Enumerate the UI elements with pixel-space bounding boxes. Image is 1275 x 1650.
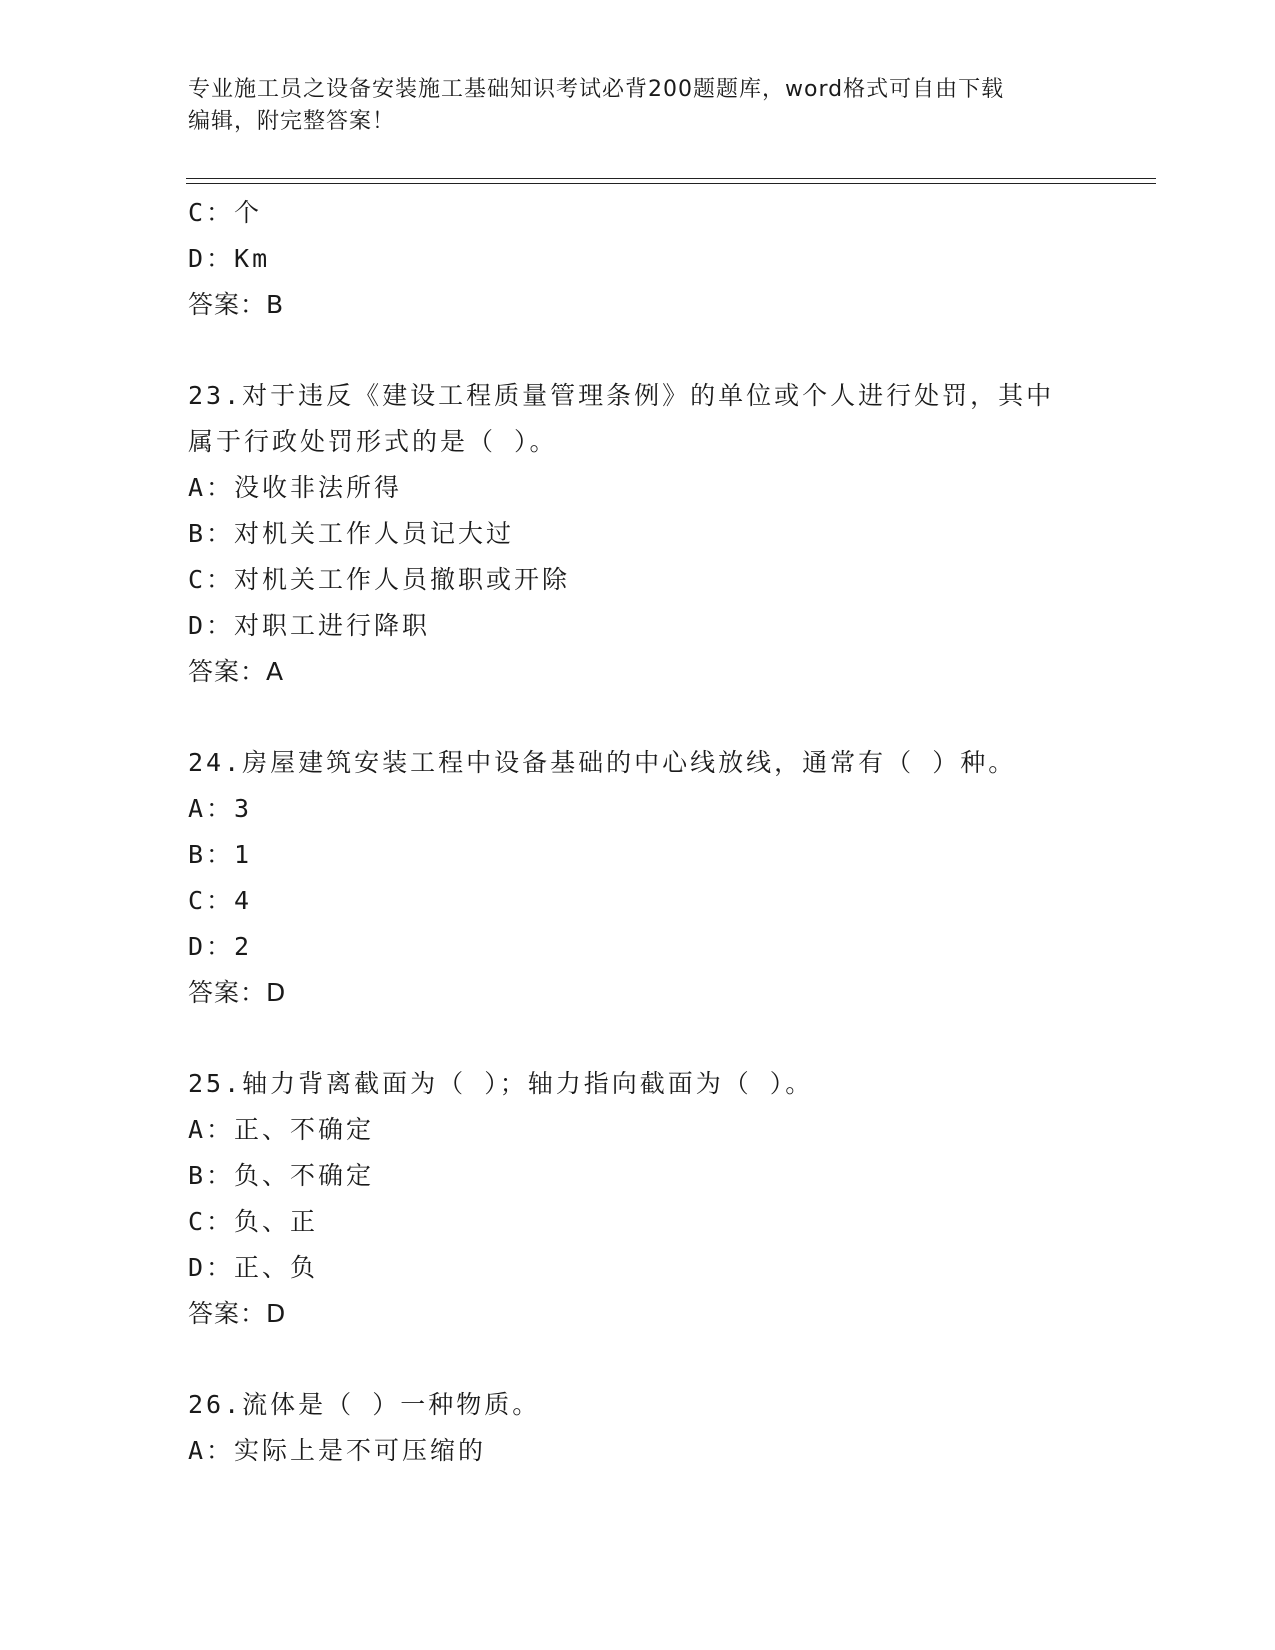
answer: 答案：B (188, 290, 285, 319)
header-line-2: 编辑，附完整答案！ (188, 109, 396, 134)
option-a: A：正、不确定 (188, 1115, 375, 1144)
option-a: A：3 (188, 794, 253, 823)
option-a: A：实际上是不可压缩的 (188, 1436, 487, 1465)
question-24 (188, 740, 1088, 1016)
question-26 (188, 1382, 1088, 1474)
question-stem: 24.房屋建筑安装工程中设备基础的中心线放线，通常有（ ）种。 (188, 748, 1017, 777)
option-b: B：对机关工作人员记大过 (188, 519, 515, 548)
option-c: C：4 (188, 886, 253, 915)
option-c: C：个 (188, 198, 263, 227)
question-25 (188, 1061, 1088, 1337)
question-stem-continued: 属于行政处罚形式的是（ ）。 (188, 427, 558, 456)
option-c: C：负、正 (188, 1207, 319, 1236)
option-c: C：对机关工作人员撤职或开除 (188, 565, 571, 594)
header-line-1: 专业施工员之设备安装施工基础知识考试必背200题题库，word格式可自由下载 (188, 77, 1005, 102)
option-d: D：Km (188, 244, 271, 273)
question-list (188, 190, 1088, 1474)
question-stem: 23.对于违反《建设工程质量管理条例》的单位或个人进行处罚，其中 (188, 381, 1055, 410)
answer: 答案：D (188, 978, 287, 1007)
header-divider-bottom (186, 183, 1156, 184)
answer: 答案：D (188, 1299, 287, 1328)
option-a: A：没收非法所得 (188, 473, 403, 502)
question-stem: 25.轴力背离截面为（ ）；轴力指向截面为（ ）。 (188, 1069, 814, 1098)
option-d: D：2 (188, 932, 253, 961)
option-b: B：负、不确定 (188, 1161, 375, 1190)
question-22-continued (188, 190, 1088, 328)
option-d: D：正、负 (188, 1253, 319, 1282)
answer: 答案：A (188, 657, 285, 686)
header-divider-top (186, 178, 1156, 179)
question-stem: 26.流体是（ ）一种物质。 (188, 1390, 541, 1419)
document-header (188, 74, 1088, 138)
option-b: B：1 (188, 840, 253, 869)
question-23 (188, 373, 1088, 695)
option-d: D：对职工进行降职 (188, 611, 431, 640)
